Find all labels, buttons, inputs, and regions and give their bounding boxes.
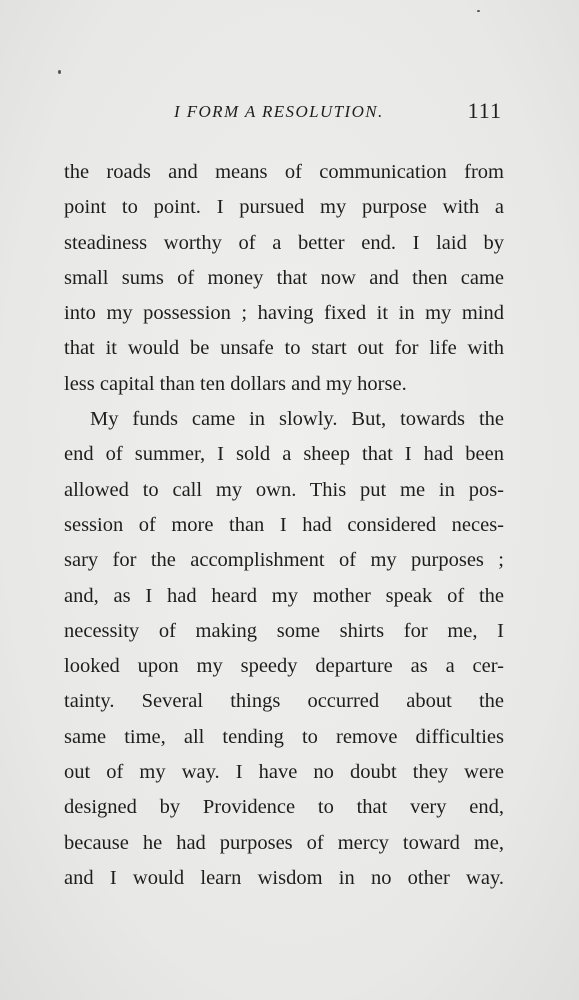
paragraph-2 bbox=[64, 402, 504, 896]
text-line: necessity of making some shirts for me, I bbox=[64, 619, 504, 642]
text-line: looked upon my speedy departure as a cer- bbox=[64, 655, 504, 678]
text-line: and I would learn wisdom in no other way. bbox=[64, 866, 504, 889]
text-line: session of more than I had considered neces- bbox=[64, 513, 504, 536]
text-line: sary for the accomplishment of my purposes ; bbox=[64, 549, 504, 572]
running-title: I FORM A RESOLUTION. bbox=[174, 102, 384, 121]
page-number: 111 bbox=[467, 98, 502, 123]
text-line: steadiness worthy of a better end. I laid by bbox=[64, 231, 504, 254]
paper-speck bbox=[58, 70, 61, 74]
text-line: the roads and means of communication from bbox=[64, 161, 504, 183]
text-line: less capital than ten dollars and my horse. bbox=[64, 372, 407, 395]
text-line: and, as I had heard my mother speak of the bbox=[64, 584, 504, 607]
text-line: My funds came in slowly. But, towards the bbox=[90, 408, 504, 431]
text-line: point to point. I pursued my purpose with a bbox=[64, 196, 504, 219]
text-line: that it would be unsafe to start out for life with bbox=[64, 337, 504, 360]
paragraph-1 bbox=[64, 155, 504, 402]
text-line: end of summer, I sold a sheep that I had been bbox=[64, 443, 504, 466]
text-line: allowed to call my own. This put me in pos- bbox=[64, 478, 504, 501]
text-line: into my possession ; having fixed it in my mind bbox=[64, 302, 504, 325]
text-line: tainty. Several things occurred about the bbox=[64, 690, 504, 713]
text-line: out of my way. I have no doubt they were bbox=[64, 761, 504, 784]
body-text bbox=[64, 155, 504, 896]
page-header bbox=[64, 98, 504, 134]
text-line: same time, all tending to remove difficulties bbox=[64, 725, 504, 748]
text-line: because he had purposes of mercy toward me, bbox=[64, 831, 504, 854]
text-line: small sums of money that now and then came bbox=[64, 266, 504, 289]
paper-speck bbox=[477, 10, 480, 12]
text-line: designed by Providence to that very end, bbox=[64, 796, 504, 819]
